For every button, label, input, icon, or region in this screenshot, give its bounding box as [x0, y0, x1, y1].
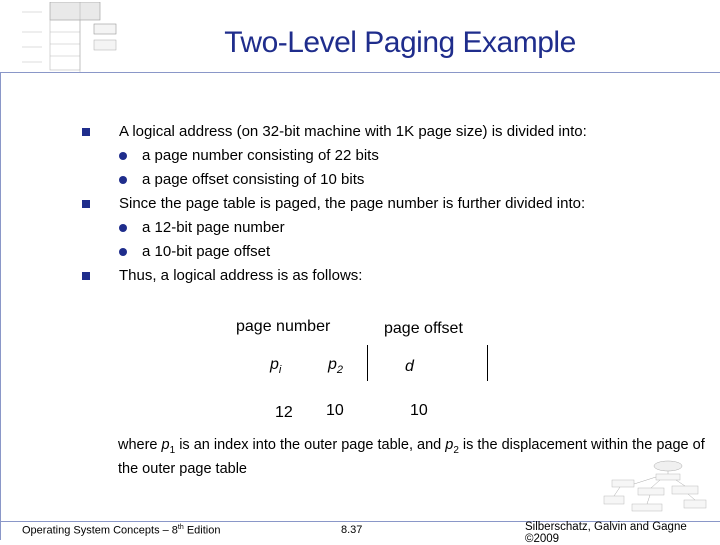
bullet-item: Thus, a logical address is as follows:: [82, 264, 702, 288]
bullet-item: A logical address (on 32-bit machine with 1K page size) is divided into:: [82, 120, 702, 144]
field-divider: [367, 345, 368, 381]
footer-book-title: Operating System Concepts – 8th Edition: [22, 524, 221, 537]
page-number-label: page number: [236, 318, 331, 335]
paging-flow-thumbnail: [598, 460, 713, 520]
round-bullet-icon: [119, 224, 127, 232]
round-bullet-icon: [119, 248, 127, 256]
d-bits: 10: [410, 402, 428, 419]
field-divider: [487, 345, 488, 381]
page-offset-label: page offset: [384, 320, 463, 337]
p1-field: $p_i$: [270, 356, 282, 377]
bullet-item: Since the page table is paged, the page number is further divided into:: [82, 192, 702, 216]
sub-bullet-item: a page number consisting of 22 bits: [82, 144, 702, 168]
bullet-list: [82, 120, 702, 288]
round-bullet-icon: [119, 152, 127, 160]
slide-title: Two-Level Paging Example: [224, 26, 576, 59]
square-bullet-icon: [82, 272, 90, 280]
sub-bullet-item: a 10-bit page offset: [82, 240, 702, 264]
square-bullet-icon: [82, 200, 90, 208]
square-bullet-icon: [82, 128, 90, 136]
d-field: d: [405, 358, 414, 375]
p2-bits: 10: [326, 402, 344, 419]
footer-copyright: Silberschatz, Galvin and Gagne ©2009: [525, 521, 687, 545]
p1-bits: 12: [275, 404, 293, 421]
left-rule: [0, 72, 1, 540]
explanation-text: where $p_1$ is an index into the outer page table, and $p_2$ is the displacement within the page of the outer page table: [118, 437, 705, 477]
memory-diagram-logo: [22, 2, 127, 72]
header-rule: [0, 72, 720, 73]
round-bullet-icon: [119, 176, 127, 184]
sub-bullet-item: a page offset consisting of 10 bits: [82, 168, 702, 192]
p2-field: $p_2$: [328, 356, 344, 377]
footer-page-number: 8.37: [341, 524, 363, 536]
sub-bullet-item: a 12-bit page number: [82, 216, 702, 240]
